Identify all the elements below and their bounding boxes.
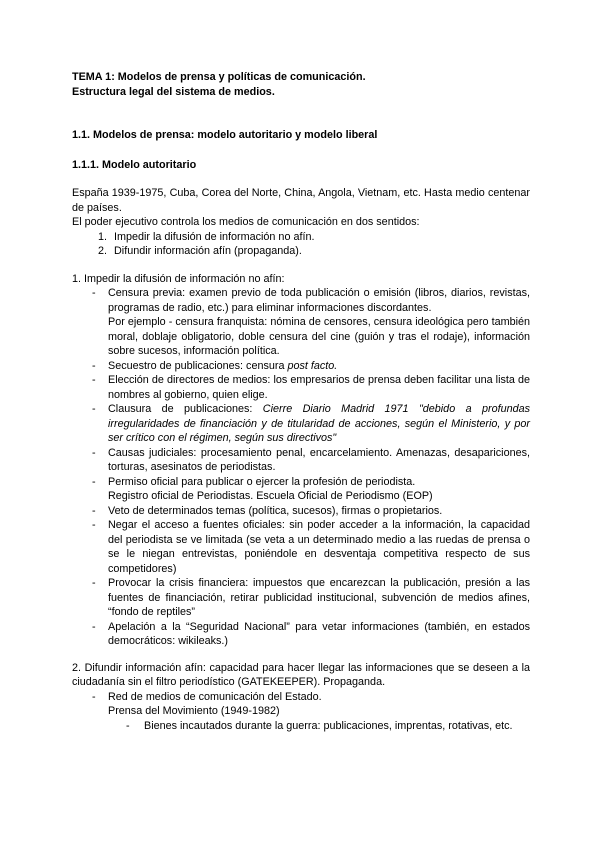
part1-list — [72, 286, 530, 649]
list-item: 1. Impedir la difusión de información no afín. — [98, 230, 315, 243]
list-item-secuestro: - Secuestro de publicaciones: censura post facto. — [92, 359, 338, 372]
document-title-line-1: TEMA 1: Modelos de prensa y políticas de comunicación. — [72, 71, 366, 83]
prensa-movimiento-line: Prensa del Movimiento (1949-1982) — [108, 705, 280, 717]
subsection-heading: 1.1.1. Modelo autoritario — [72, 158, 197, 171]
list-item-bienes: - Bienes incautados durante la guerra: publicaciones, imprentas, rotativas, etc. — [126, 719, 513, 732]
intro-paragraph: España 1939-1975, Cuba, Corea del Norte, China, Angola, Vietnam, etc. Hasta medio centenar de países. — [72, 187, 530, 214]
list-item-clausura: - Clausura de publicaciones: Cierre Diario Madrid 1971 "debido a profundas irregularidades de financiación y de titularidad de acciones, según el Ministerio, y por ser crítico con el régimen, según sus directivos" — [92, 403, 530, 444]
list-item-censura: - Censura previa: examen previo de toda publicación o emisión (libros, diarios, revistas, programas de radio, etc.) para eliminar informaciones discordantes. Por ejemplo - censura franquista: nómina de censores, censura ideológica pero también moral, doblaje obligatorio, doble censura del cine (guión y tras el rodaje), información sobre sucesos, información política. — [92, 287, 530, 357]
list-item-negar: - Negar el acceso a fuentes oficiales: sin poder acceder a la información, la capacidad del periodista se ve limitada (se veta a un determinado medio a las ruedas de prensa o se le niegan entrevistas, poniéndole en desventaja competitiva respecto de sus competidores) — [92, 519, 530, 575]
censura-example: Por ejemplo - censura franquista: nómina de censores, censura ideológica pero también moral, doblaje obligatorio, doble censura del cine (guión y tras el rodaje), información sobre sucesos, información política. — [108, 316, 530, 357]
list-item-eleccion: - Elección de directores de medios: los empresarios de prensa deben facilitar una lista de nombres al gobierno, quien elige. — [92, 374, 530, 401]
registro-line: Registro oficial de Periodistas. Escuela Oficial de Periodismo (EOP) — [108, 490, 433, 502]
section-heading: 1.1. Modelos de prensa: modelo autoritario y modelo liberal — [72, 129, 378, 141]
part2-heading: 2. Difundir información afín: capacidad para hacer llegar las informaciones que se deseen a la ciudadanía sin el filtro periodístico (GATEKEEPER). Propaganda. — [72, 661, 530, 688]
list-item-crisis: - Provocar la crisis financiera: impuestos que encarezcan la publicación, presión a las fuentes de financiación, retirar publicidad institucional, subvención de medios afines, “fondo de reptiles” — [92, 577, 530, 618]
part2-list — [72, 690, 530, 719]
list-item-permiso: - Permiso oficial para publicar o ejercer la profesión de periodista. Registro oficial de Periodistas. Escuela Oficial de Periodismo (EOP) — [72, 475, 530, 504]
list-item-red: - Red de medios de comunicación del Estado. Prensa del Movimiento (1949-1982) — [72, 690, 530, 719]
list-item-causas: - Causas judiciales: procesamiento penal, encarcelamiento. Amenazas, desapariciones, torturas, asesinatos de periodistas. — [92, 446, 530, 473]
list-item-apelacion: - Apelación a la “Seguridad Nacional” para vetar informaciones (también, en estados democráticos: wikileaks.) — [92, 620, 530, 647]
list-item: 2. Difundir información afín (propaganda). — [98, 245, 302, 257]
document-title-line-2: Estructura legal del sistema de medios. — [72, 85, 275, 98]
part1-heading: 1. Impedir la difusión de información no afín: — [72, 272, 285, 285]
intro-lead: El poder ejecutivo controla los medios de comunicación en dos sentidos: — [72, 216, 420, 228]
intro-list — [72, 230, 530, 259]
part2-sublist — [72, 719, 530, 734]
list-item-veto: - Veto de determinados temas (política, sucesos), firmas o propietarios. — [92, 504, 443, 517]
